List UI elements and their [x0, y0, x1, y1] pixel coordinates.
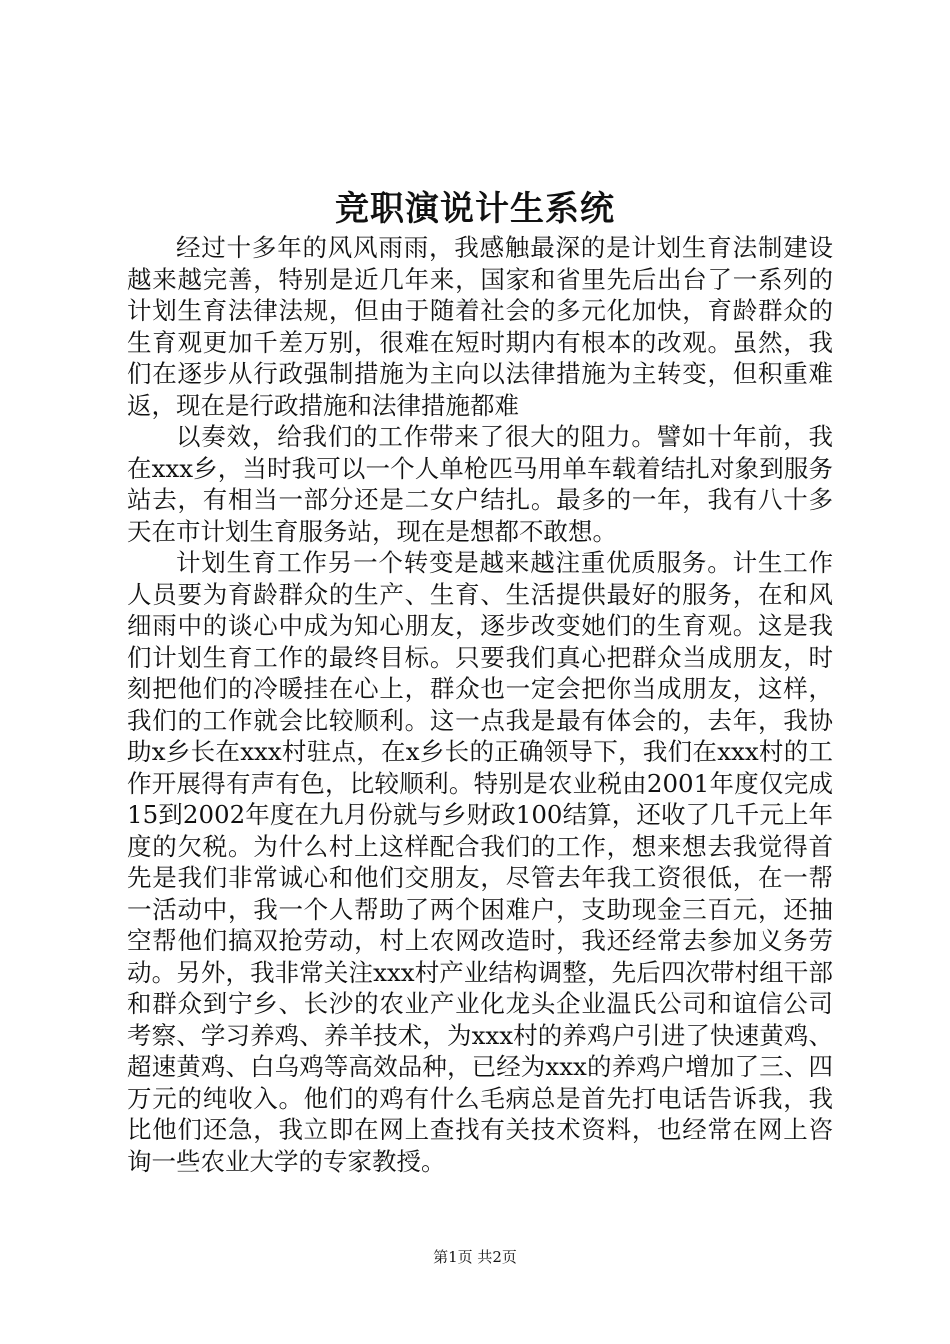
paragraph-2: 以奏效，给我们的工作带来了很大的阻力。譬如十年前，我在xxx乡，当时我可以一个人单枪匹马用单车载着结扎对象到服务站去，有相当一部分还是二女户结扎。最多的一年，我有八十多天在市计划生育服务站，现在是想都不敢想。: [127, 422, 833, 546]
paragraph-3: 计划生育工作另一个转变是越来越注重优质服务。计生工作人员要为育龄群众的生产、生育、生活提供最好的服务，在和风细雨中的谈心中成为知心朋友，逐步改变她们的生育观。这是我们计划生育工作的最终目标。只要我们真心把群众当成朋友，时刻把他们的冷暖挂在心上，群众也一定会把你当成朋友，这样，我们的工作就会比较顺利。这一点我是最有体会的，去年，我协助x乡长在xxx村驻点，在x乡长的正确领导下，我们在xxx村的工作开展得有声有色，比较顺利。特别是农业税由2001年度仅完成15到2002年度在九月份就与乡财政100结算，还收了几千元上年度的欠税。为什么村上这样配合我们的工作，想来想去我觉得首先是我们非常诚心和他们交朋友，尽管去年我工资很低，在一帮一活动中，我一个人帮助了两个困难户，支助现金三百元，还抽空帮他们搞双抢劳动，村上农网改造时，我还经常去参加义务劳动。另外，我非常关注xxx村产业结构调整，先后四次带村组干部和群众到宁乡、长沙的农业产业化龙头企业温氏公司和谊信公司考察、学习养鸡、养羊技术，为xxx村的养鸡户引进了快速黄鸡、超速黄鸡、白乌鸡等高效品种，已经为xxx的养鸡户增加了三、四万元的纯收入。他们的鸡有什么毛病总是首先打电话告诉我，我比他们还急，我立即在网上查找有关技术资料，也经常在网上咨询一些农业大学的专家教授。: [127, 548, 833, 1176]
document-body: [127, 232, 833, 1177]
document-title: 竞职演说计生系统: [335, 189, 615, 229]
page-number-footer: 第1页 共2页: [433, 1248, 517, 1266]
paragraph-1: 经过十多年的风风雨雨，我感触最深的是计划生育法制建设越来越完善，特别是近几年来，国家和省里先后出台了一系列的计划生育法律法规，但由于随着社会的多元化加快，育龄群众的生育观更加千差万别，很难在短时期内有根本的改观。虽然，我们在逐步从行政强制措施为主向以法律措施为主转变，但积重难返，现在是行政措施和法律措施都难: [127, 233, 833, 420]
